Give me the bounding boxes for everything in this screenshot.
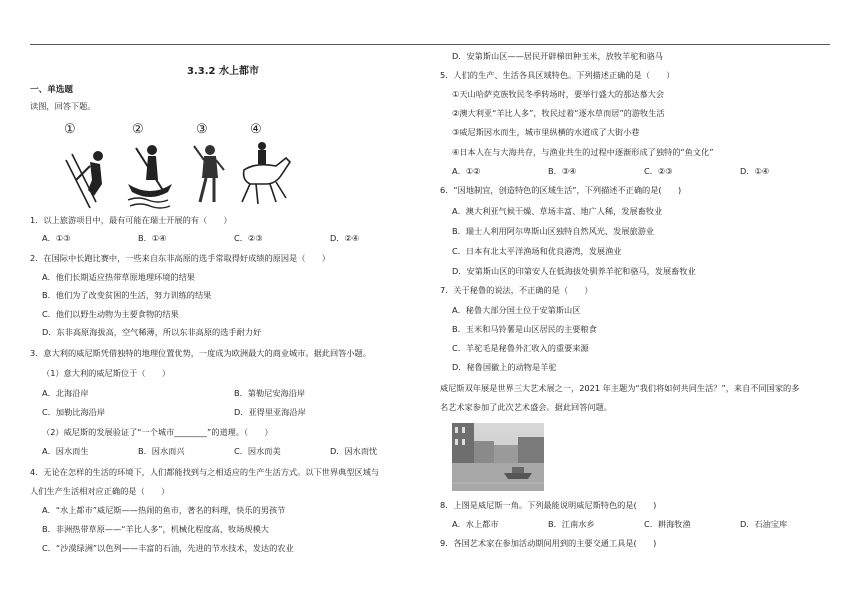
question-5: 5．人们的生产、生活各具区域特色。下列描述正确的是（ ） xyxy=(440,70,675,80)
intro-text: 读图，回答下题。 xyxy=(30,101,96,111)
pic-label-2: ② xyxy=(132,122,144,137)
option[interactable]: D．东非高原海拔高，空气稀薄，所以东非高原的选手耐力好 xyxy=(42,327,262,337)
option[interactable]: D．①④ xyxy=(740,166,770,176)
option[interactable]: D．因水而忧 xyxy=(330,446,378,456)
option[interactable]: B．玉米和马铃薯是山区居民的主要粮食 xyxy=(452,324,597,334)
option[interactable]: D．安第斯山区——居民开辟梯田种玉米，放牧羊驼和骆马 xyxy=(452,51,663,61)
option[interactable]: A．①② xyxy=(452,166,481,176)
option[interactable]: B．第勒尼安海沿岸 xyxy=(234,388,306,398)
option[interactable]: A．秘鲁大部分国土位于安第斯山区 xyxy=(452,305,581,315)
option[interactable]: C．羊驼毛是秘鲁外汇收入的重要来源 xyxy=(452,343,589,353)
option[interactable]: D．安第斯山区的印第安人在低海拔处驯养羊驼和骆马，发展畜牧业 xyxy=(452,266,696,276)
option[interactable]: B．江南水乡 xyxy=(548,519,595,529)
option[interactable]: D．②④ xyxy=(330,233,360,243)
question-2: 2．在国际中长跑比赛中，一些来自东非高原的选手常取得好成绩的原因是（ ） xyxy=(30,253,330,263)
option[interactable]: B．因水而兴 xyxy=(138,446,185,456)
q5-options xyxy=(452,166,836,177)
option[interactable]: A．“水上都市”威尼斯——热闹的鱼市，著名的料理，快乐的男孩节 xyxy=(42,505,286,515)
statement-item: ④日本人在与大海共存，与渔业共生的过程中逐渐形成了独特的“鱼文化” xyxy=(452,147,714,157)
option[interactable]: D．亚得里亚海沿岸 xyxy=(234,407,306,417)
option[interactable]: D．石油宝库 xyxy=(740,519,788,529)
option[interactable]: C．因水而美 xyxy=(234,446,281,456)
page-title: 3.3.2 水上都市 xyxy=(187,66,259,77)
header-rule xyxy=(30,44,830,45)
option[interactable]: C．②③ xyxy=(644,166,673,176)
option[interactable]: A．水上都市 xyxy=(452,519,499,529)
option[interactable]: A．北海沿岸 xyxy=(42,388,89,398)
skiing-icon xyxy=(60,140,110,210)
statement-item: ③威尼斯因水而生，城市里纵横的水道成了大街小巷 xyxy=(452,127,640,137)
section-heading: 一、单选题 xyxy=(30,85,73,95)
reading-paragraph-cont: 名艺术家参加了此次艺术盛会。据此回答问题。 xyxy=(440,402,612,412)
venice-photo xyxy=(452,423,544,491)
option[interactable]: B．③④ xyxy=(548,166,577,176)
pic-label-4: ④ xyxy=(250,122,262,137)
option[interactable]: C．日本有北太平洋渔场和优良港湾，发展渔业 xyxy=(452,246,622,256)
option[interactable]: B．非洲热带草原——“羊比人多”，机械化程度高，牧场规模大 xyxy=(42,524,269,534)
q1-options xyxy=(42,233,426,244)
option[interactable]: C．②③ xyxy=(234,233,263,243)
option[interactable]: C．“沙漠绿洲”以色列——丰富的石油，先进的节水技术，发达的农业 xyxy=(42,543,294,553)
q3-1-options xyxy=(42,388,426,399)
question-9: 9．各国艺术家在参加活动期间用到的主要交通工具是( ) xyxy=(440,538,657,548)
question-3-2: （2）威尼斯的发展验证了“一个城市________”的道理。（ ） xyxy=(42,427,273,437)
climbing-icon xyxy=(188,140,228,210)
q3-1-options-2 xyxy=(42,407,426,418)
option[interactable]: B．①④ xyxy=(138,233,167,243)
option[interactable]: A．澳大利亚气候干燥、草场丰富、地广人稀，发展畜牧业 xyxy=(452,206,663,216)
reading-paragraph: 威尼斯双年展是世界三大艺术展之一，2021 年主题为“我们将如何共同生活？”，来自不同国家的多 xyxy=(440,383,800,393)
option[interactable]: A．他们长期适应热带草原地理环境的结果 xyxy=(42,272,195,282)
question-3-1: （1）意大利的威尼斯位于（ ） xyxy=(42,368,171,378)
option[interactable]: C．他们以野生动物为主要食物的结果 xyxy=(42,309,179,319)
option[interactable]: D．秘鲁国徽上的动物是羊驼 xyxy=(452,362,557,372)
question-8: 8．上图是威尼斯一角。下列最能说明威尼斯特色的是( ) xyxy=(440,500,657,510)
question-7: 7．关于秘鲁的说法，不正确的是（ ） xyxy=(440,285,593,295)
question-4: 4．无论在怎样的生活的环境下，人们都能找到与之相适应的生产生活方式。以下世界典型区域与 xyxy=(30,467,380,477)
question-4-cont: 人们生产生活相对应正确的是（ ） xyxy=(30,486,170,496)
statement-item: ②澳大利亚“羊比人多”，牧民过着“逐水草而居”的游牧生活 xyxy=(452,108,665,118)
option[interactable]: A．因水而生 xyxy=(42,446,89,456)
horse-riding-icon xyxy=(236,140,294,210)
q8-options xyxy=(452,519,836,530)
canoe-icon xyxy=(124,140,176,210)
question-3: 3．意大利的威尼斯凭借独特的地理位置优势，一度成为欧洲最大的商业城市。据此回答小题。 xyxy=(30,348,371,358)
option[interactable]: B．他们为了改变贫困的生活，努力训练的结果 xyxy=(42,290,212,300)
statement-item: ①天山哈萨克族牧民冬季转场时，要举行盛大的那达慕大会 xyxy=(452,89,665,99)
option[interactable]: C．耕海牧渔 xyxy=(644,519,691,529)
option[interactable]: A．①③ xyxy=(42,233,71,243)
pic-label-3: ③ xyxy=(196,122,208,137)
pic-label-1: ① xyxy=(64,122,76,137)
q3-2-options xyxy=(42,446,426,457)
option[interactable]: C．加勒比海沿岸 xyxy=(42,407,106,417)
question-1: 1．以上旅游项目中，最有可能在瑞士开展的有（ ） xyxy=(30,215,232,225)
option[interactable]: B．瑞士人利用阿尔卑斯山区独特自然风光，发展旅游业 xyxy=(452,226,655,236)
question-6: 6．“因地制宜，创造特色的区域生活”，下列描述不正确的是( ) xyxy=(440,185,682,195)
sports-figure xyxy=(60,122,290,208)
